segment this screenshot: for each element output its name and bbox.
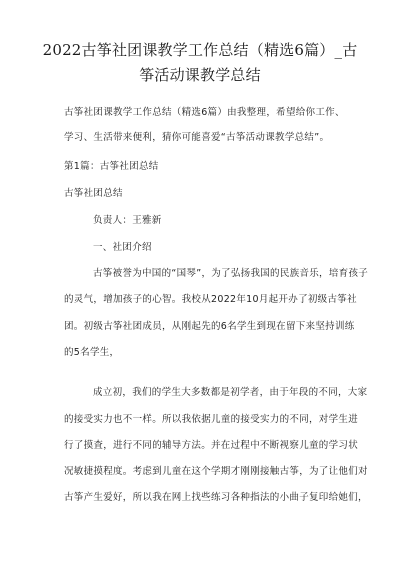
part-heading: 一、社团介绍 bbox=[93, 242, 152, 253]
paragraph2-line-5: 古筝产生爱好，所以我在网上找些练习各种指法的小曲子复印给她们， bbox=[64, 492, 368, 503]
author-line: 负责人：王雅新 bbox=[93, 215, 162, 226]
document-title-line-2: 筝活动课教学总结 bbox=[139, 66, 261, 84]
section-heading: 第1篇：古筝社团总结 bbox=[64, 161, 159, 172]
paragraph1-line-3: 团。初级古筝社团成员，从刚起先的6名学生到现在留下来坚持训练 bbox=[64, 321, 355, 332]
paragraph1-line-4: 的5名学生， bbox=[64, 347, 120, 358]
document-title-line-1: 2022古筝社团课教学工作总结（精选6篇）_古 bbox=[42, 41, 358, 59]
paragraph2-line-1: 成立初，我们的学生大多数都是初学者，由于年段的不同，大家 bbox=[93, 387, 368, 398]
paragraph1-line-1: 古筝被誉为中国的“国琴”，为了弘扬我国的民族音乐，培育孩子 bbox=[93, 268, 369, 279]
paragraph2-line-4: 况敏捷摸程度。考虑到儿童在这个学期才刚刚接触古筝，为了让他们对 bbox=[64, 466, 368, 477]
intro-line-1: 古筝社团课教学工作总结（精选6篇）由我整理，希望给你工作、 bbox=[64, 107, 345, 118]
intro-line-2: 学习、生活带来便利，猜你可能喜爱“古筝活动课教学总结”。 bbox=[64, 132, 330, 143]
paragraph1-line-2: 的灵气，增加孩子的心智。我校从2022年10月起开办了初级古筝社 bbox=[64, 294, 357, 305]
paragraph2-line-2: 的接受实力也不一样。所以我依据儿童的接受实力的不同，对学生进 bbox=[64, 414, 359, 425]
paragraph2-line-3: 行了摸査，进行不同的辅导方法。并在过程中不断视察儿童的学习状 bbox=[64, 440, 359, 451]
sub-title: 古筝社团总结 bbox=[64, 188, 123, 199]
